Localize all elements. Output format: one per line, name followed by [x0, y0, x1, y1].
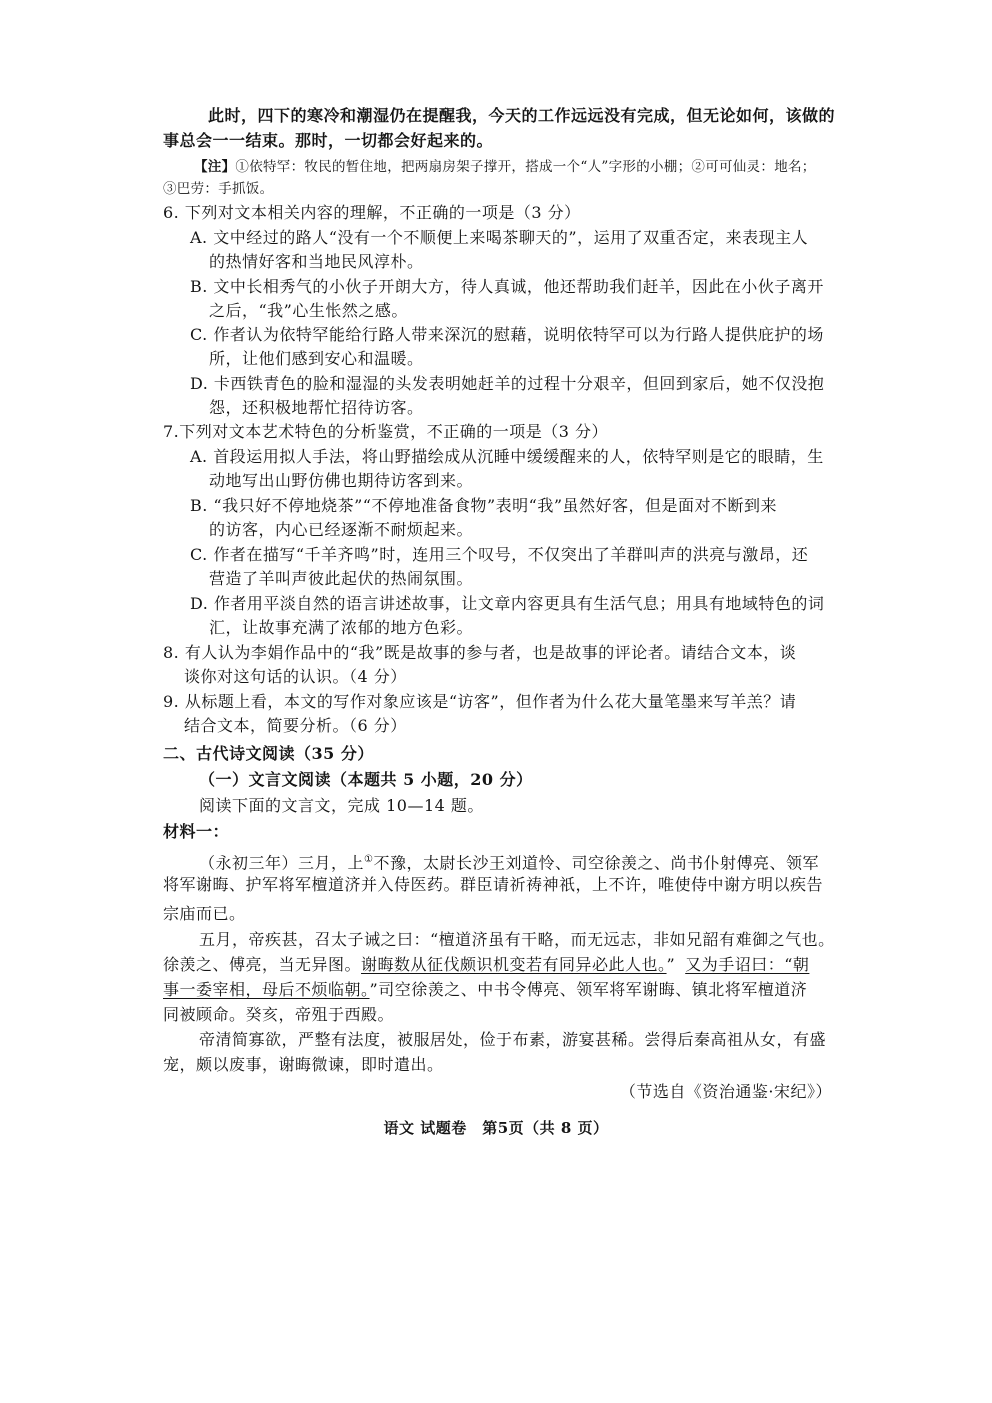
q6-option-b-line-1: B. 文中长相秀气的小伙子开朗大方，待人真诚，他还帮助我们赶羊，因此在小伙子离开: [190, 277, 824, 296]
underlined-sentence-2a: 又为手诏曰：“朝: [685, 955, 810, 974]
passage-p2-line-1: 五月，帝疾甚，召太子诫之曰：“檀道济虽有干略，而无远志，非如兄韶有难御之气也。: [199, 930, 835, 949]
passage-text: 徐羡之、傅亮，当无异图。: [163, 955, 362, 974]
note-text-1: ①依特罕：牧民的暂住地，把两扇房架子撑开，搭成一个“人”字形的小棚；②可可仙灵：地名；: [235, 159, 816, 175]
q7-option-c-line-1: C. 作者在描写“千羊齐鸣”时，连用三个叹号，不仅突出了羊群叫声的洪亮与激昂，还: [190, 545, 809, 564]
q6-option-a-line-2: 的热情好客和当地民风淳朴。: [209, 252, 424, 271]
passage-text: 不豫，太尉长沙王刘道怜、司空徐羡之、尚书仆射傅亮、领军: [373, 853, 819, 873]
section-2-subtitle: （一）文言文阅读（本题共 5 小题，20 分）: [199, 770, 533, 789]
story-end-line-2: 事总会一一结束。那时，一切都会好起来的。: [163, 131, 494, 150]
q6-option-d-line-1: D. 卡西铁青色的脸和湿湿的头发表明她赶羊的过程十分艰辛，但回到家后，她不仅没抱: [190, 374, 825, 393]
q7-option-c-line-2: 营造了羊叫声彼此起伏的热闹氛围。: [209, 569, 474, 588]
passage-source: （节选自《资治通鉴·宋纪》）: [619, 1082, 832, 1101]
q7-option-a-line-1: A. 首段运用拟人手法，将山野描绘成从沉睡中缓缓醒来的人，依特罕则是它的眼睛，生: [190, 447, 824, 466]
question-7-stem: 7.下列对文本艺术特色的分析鉴赏，不正确的一项是（3 分）: [163, 422, 609, 441]
passage-text: ”: [666, 955, 676, 974]
underlined-sentence-2b: 事一委宰相，母后不烦临朝。: [163, 980, 370, 999]
note-line-2: ③巴劳：手抓饭。: [163, 181, 274, 197]
question-8-line-1: 8. 有人认为李娟作品中的“我”既是故事的参与者，也是故事的评论者。请结合文本，谈: [163, 643, 797, 662]
passage-p3-line-2: 宠，颇以废事，谢晦微谏，即时遣出。: [163, 1055, 444, 1074]
q6-option-a-line-1: A. 文中经过的路人“没有一个不顺便上来喝茶聊天的”，运用了双重否定，来表现主人: [190, 228, 809, 247]
page-footer: 语文 试题卷 第5页（共 8 页）: [383, 1119, 609, 1137]
q7-option-b-line-1: B. “我只好不停地烧茶”“不停地准备食物”表明“我”虽然好客，但是面对不断到来: [190, 496, 778, 515]
passage-text: （永初三年）三月，上: [199, 853, 365, 873]
question-9-line-1: 9. 从标题上看，本文的写作对象应该是“访客”，但作者为什么花大量笔墨来写羊羔？请: [163, 692, 797, 711]
note-label: 【注】: [194, 159, 236, 175]
q6-option-c-line-2: 所，让他们感到安心和温暖。: [209, 349, 424, 368]
q7-option-a-line-2: 动地写出山野仿佛也期待访客到来。: [209, 471, 474, 490]
passage-p3-line-1: 帝清简寡欲，严整有法度，被服居处，俭于布素，游宴甚稀。尝得后秦高祖从女，有盛: [199, 1030, 827, 1049]
passage-p1-line-2: 将军谢晦、护军将军檀道济并入侍医药。群臣请祈祷神祇，上不许，唯使侍中谢方明以疾告: [163, 875, 824, 894]
q7-option-b-line-2: 的访客，内心已经逐渐不耐烦起来。: [209, 520, 474, 539]
question-9-line-2: 结合文本，简要分析。（6 分）: [184, 716, 407, 735]
q6-option-c-line-1: C. 作者认为依特罕能给行路人带来深沉的慰藉，说明依特罕可以为行路人提供庇护的场: [190, 325, 824, 344]
section-2-instruction: 阅读下面的文言文，完成 10—14 题。: [199, 796, 484, 815]
question-8-line-2: 谈你对这句话的认识。（4 分）: [184, 667, 407, 686]
passage-p2-line-3: [163, 978, 992, 1002]
passage-text: ”司空徐羡之、中书令傅亮、领军将军谢晦、镇北将军檀道济: [369, 980, 808, 999]
passage-p2-line-2: [163, 953, 992, 977]
story-end-line-1: 此时，四下的寒冷和潮湿仍在提醒我，今天的工作远远没有完成，但无论如何，该做的: [208, 106, 836, 125]
underlined-sentence-1: 谢晦数从征伐颇识机变若有同异必此人也。: [361, 955, 667, 974]
passage-p1-line-1: [199, 848, 992, 875]
section-2-title: 二、古代诗文阅读（35 分）: [163, 744, 374, 763]
passage-p1-line-3: 宗庙而已。: [163, 904, 246, 923]
passage-p2-line-4: 同被顾命。癸亥，帝殂于西殿。: [163, 1005, 395, 1024]
question-6-stem: 6. 下列对文本相关内容的理解，不正确的一项是（3 分）: [163, 203, 581, 222]
footnote-marker: ①: [364, 854, 374, 865]
q7-option-d-line-1: D. 作者用平淡自然的语言讲述故事，让文章内容更具有生活气息；用具有地域特色的词: [190, 594, 825, 613]
note-line-1: [194, 155, 992, 179]
q6-option-d-line-2: 怨，还积极地帮忙招待访客。: [209, 398, 424, 417]
material-1-label: 材料一：: [163, 822, 230, 841]
q7-option-d-line-2: 汇，让故事充满了浓郁的地方色彩。: [209, 618, 474, 637]
q6-option-b-line-2: 之后，“我”心生怅然之感。: [209, 301, 408, 320]
